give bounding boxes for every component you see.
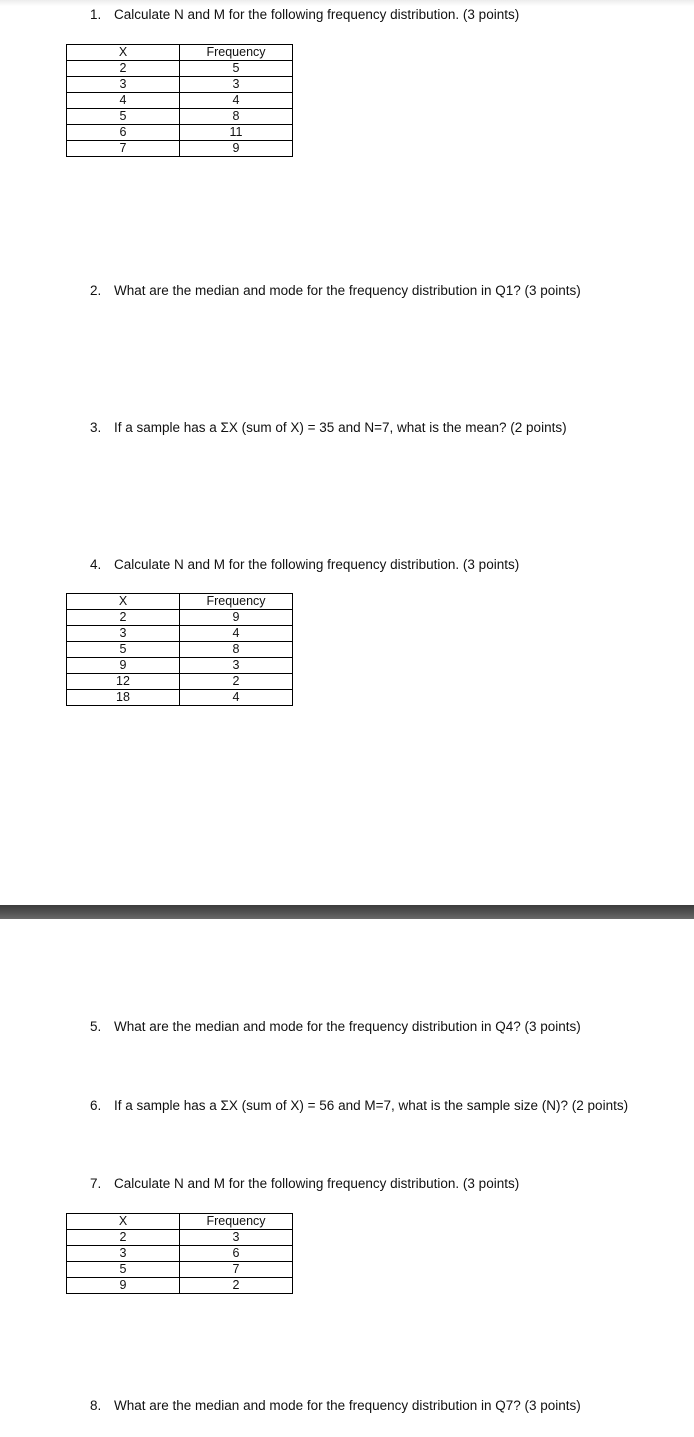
question-text: Calculate N and M for the following frequency distribution. (3 points)	[114, 557, 520, 572]
cell-x: 3	[67, 1246, 180, 1262]
cell-frequency: 9	[180, 141, 293, 157]
cell-frequency: 8	[180, 109, 293, 125]
question-text: Calculate N and M for the following frequency distribution. (3 points)	[114, 7, 520, 22]
question-number: 7.	[90, 1176, 102, 1191]
table-header-row	[67, 1214, 293, 1230]
header-x: X	[67, 594, 180, 610]
cell-x: 2	[67, 1230, 180, 1246]
cell-frequency: 8	[180, 642, 293, 658]
question-number: 1.	[90, 7, 102, 22]
table-row	[67, 1246, 293, 1262]
page-break-separator	[0, 905, 694, 919]
question-number: 2.	[90, 283, 102, 298]
table-header-row	[67, 594, 293, 610]
table-row	[67, 1278, 293, 1294]
cell-x: 5	[67, 109, 180, 125]
cell-frequency: 3	[180, 1230, 293, 1246]
question-text: If a sample has a ΣX (sum of X) = 56 and M=7, what is the sample size (N)? (2 points)	[114, 1098, 629, 1113]
table-row	[67, 125, 293, 141]
header-x: X	[67, 1214, 180, 1230]
question-4	[90, 557, 519, 572]
cell-frequency: 4	[180, 93, 293, 109]
cell-x: 5	[67, 642, 180, 658]
cell-x: 3	[67, 77, 180, 93]
table-header-row	[67, 45, 293, 61]
header-frequency: Frequency	[180, 594, 293, 610]
table-row	[67, 626, 293, 642]
cell-frequency: 11	[180, 125, 293, 141]
cell-x: 9	[67, 658, 180, 674]
question-number: 6.	[90, 1098, 102, 1113]
page-top-edge	[0, 0, 694, 6]
table-row	[67, 610, 293, 626]
table-row	[67, 674, 293, 690]
question-text: Calculate N and M for the following frequency distribution. (3 points)	[114, 1176, 520, 1191]
table-row	[67, 658, 293, 674]
question-6	[90, 1098, 628, 1113]
cell-frequency: 9	[180, 610, 293, 626]
question-text: If a sample has a ΣX (sum of X) = 35 and N=7, what is the mean? (2 points)	[114, 420, 567, 435]
cell-x: 5	[67, 1262, 180, 1278]
table-row	[67, 1230, 293, 1246]
question-5	[90, 1019, 581, 1034]
cell-x: 9	[67, 1278, 180, 1294]
cell-x: 7	[67, 141, 180, 157]
cell-x: 6	[67, 125, 180, 141]
question-number: 8.	[90, 1398, 102, 1413]
cell-x: 18	[67, 690, 180, 706]
cell-x: 3	[67, 626, 180, 642]
question-2	[90, 283, 581, 298]
table-row	[67, 109, 293, 125]
question-text: What are the median and mode for the frequency distribution in Q1? (3 points)	[114, 283, 581, 298]
cell-frequency: 6	[180, 1246, 293, 1262]
table-row	[67, 642, 293, 658]
table-row	[67, 61, 293, 77]
cell-x: 4	[67, 93, 180, 109]
cell-frequency: 3	[180, 658, 293, 674]
cell-x: 12	[67, 674, 180, 690]
cell-frequency: 3	[180, 77, 293, 93]
header-frequency: Frequency	[180, 45, 293, 61]
question-number: 4.	[90, 557, 102, 572]
header-frequency: Frequency	[180, 1214, 293, 1230]
frequency-table-3	[66, 1213, 293, 1294]
question-3	[90, 420, 567, 435]
table-row	[67, 690, 293, 706]
table-row	[67, 93, 293, 109]
cell-frequency: 2	[180, 674, 293, 690]
cell-frequency: 2	[180, 1278, 293, 1294]
header-x: X	[67, 45, 180, 61]
frequency-table-1	[66, 44, 293, 157]
cell-frequency: 7	[180, 1262, 293, 1278]
frequency-table-2	[66, 593, 293, 706]
table-row	[67, 1262, 293, 1278]
cell-x: 2	[67, 610, 180, 626]
cell-frequency: 4	[180, 690, 293, 706]
table-row	[67, 141, 293, 157]
question-text: What are the median and mode for the frequency distribution in Q4? (3 points)	[114, 1019, 581, 1034]
cell-x: 2	[67, 61, 180, 77]
question-text: What are the median and mode for the frequency distribution in Q7? (3 points)	[114, 1398, 581, 1413]
cell-frequency: 5	[180, 61, 293, 77]
cell-frequency: 4	[180, 626, 293, 642]
question-8	[90, 1398, 581, 1413]
question-7	[90, 1176, 519, 1191]
question-number: 5.	[90, 1019, 102, 1034]
question-1	[90, 7, 519, 22]
table-row	[67, 77, 293, 93]
question-number: 3.	[90, 420, 102, 435]
